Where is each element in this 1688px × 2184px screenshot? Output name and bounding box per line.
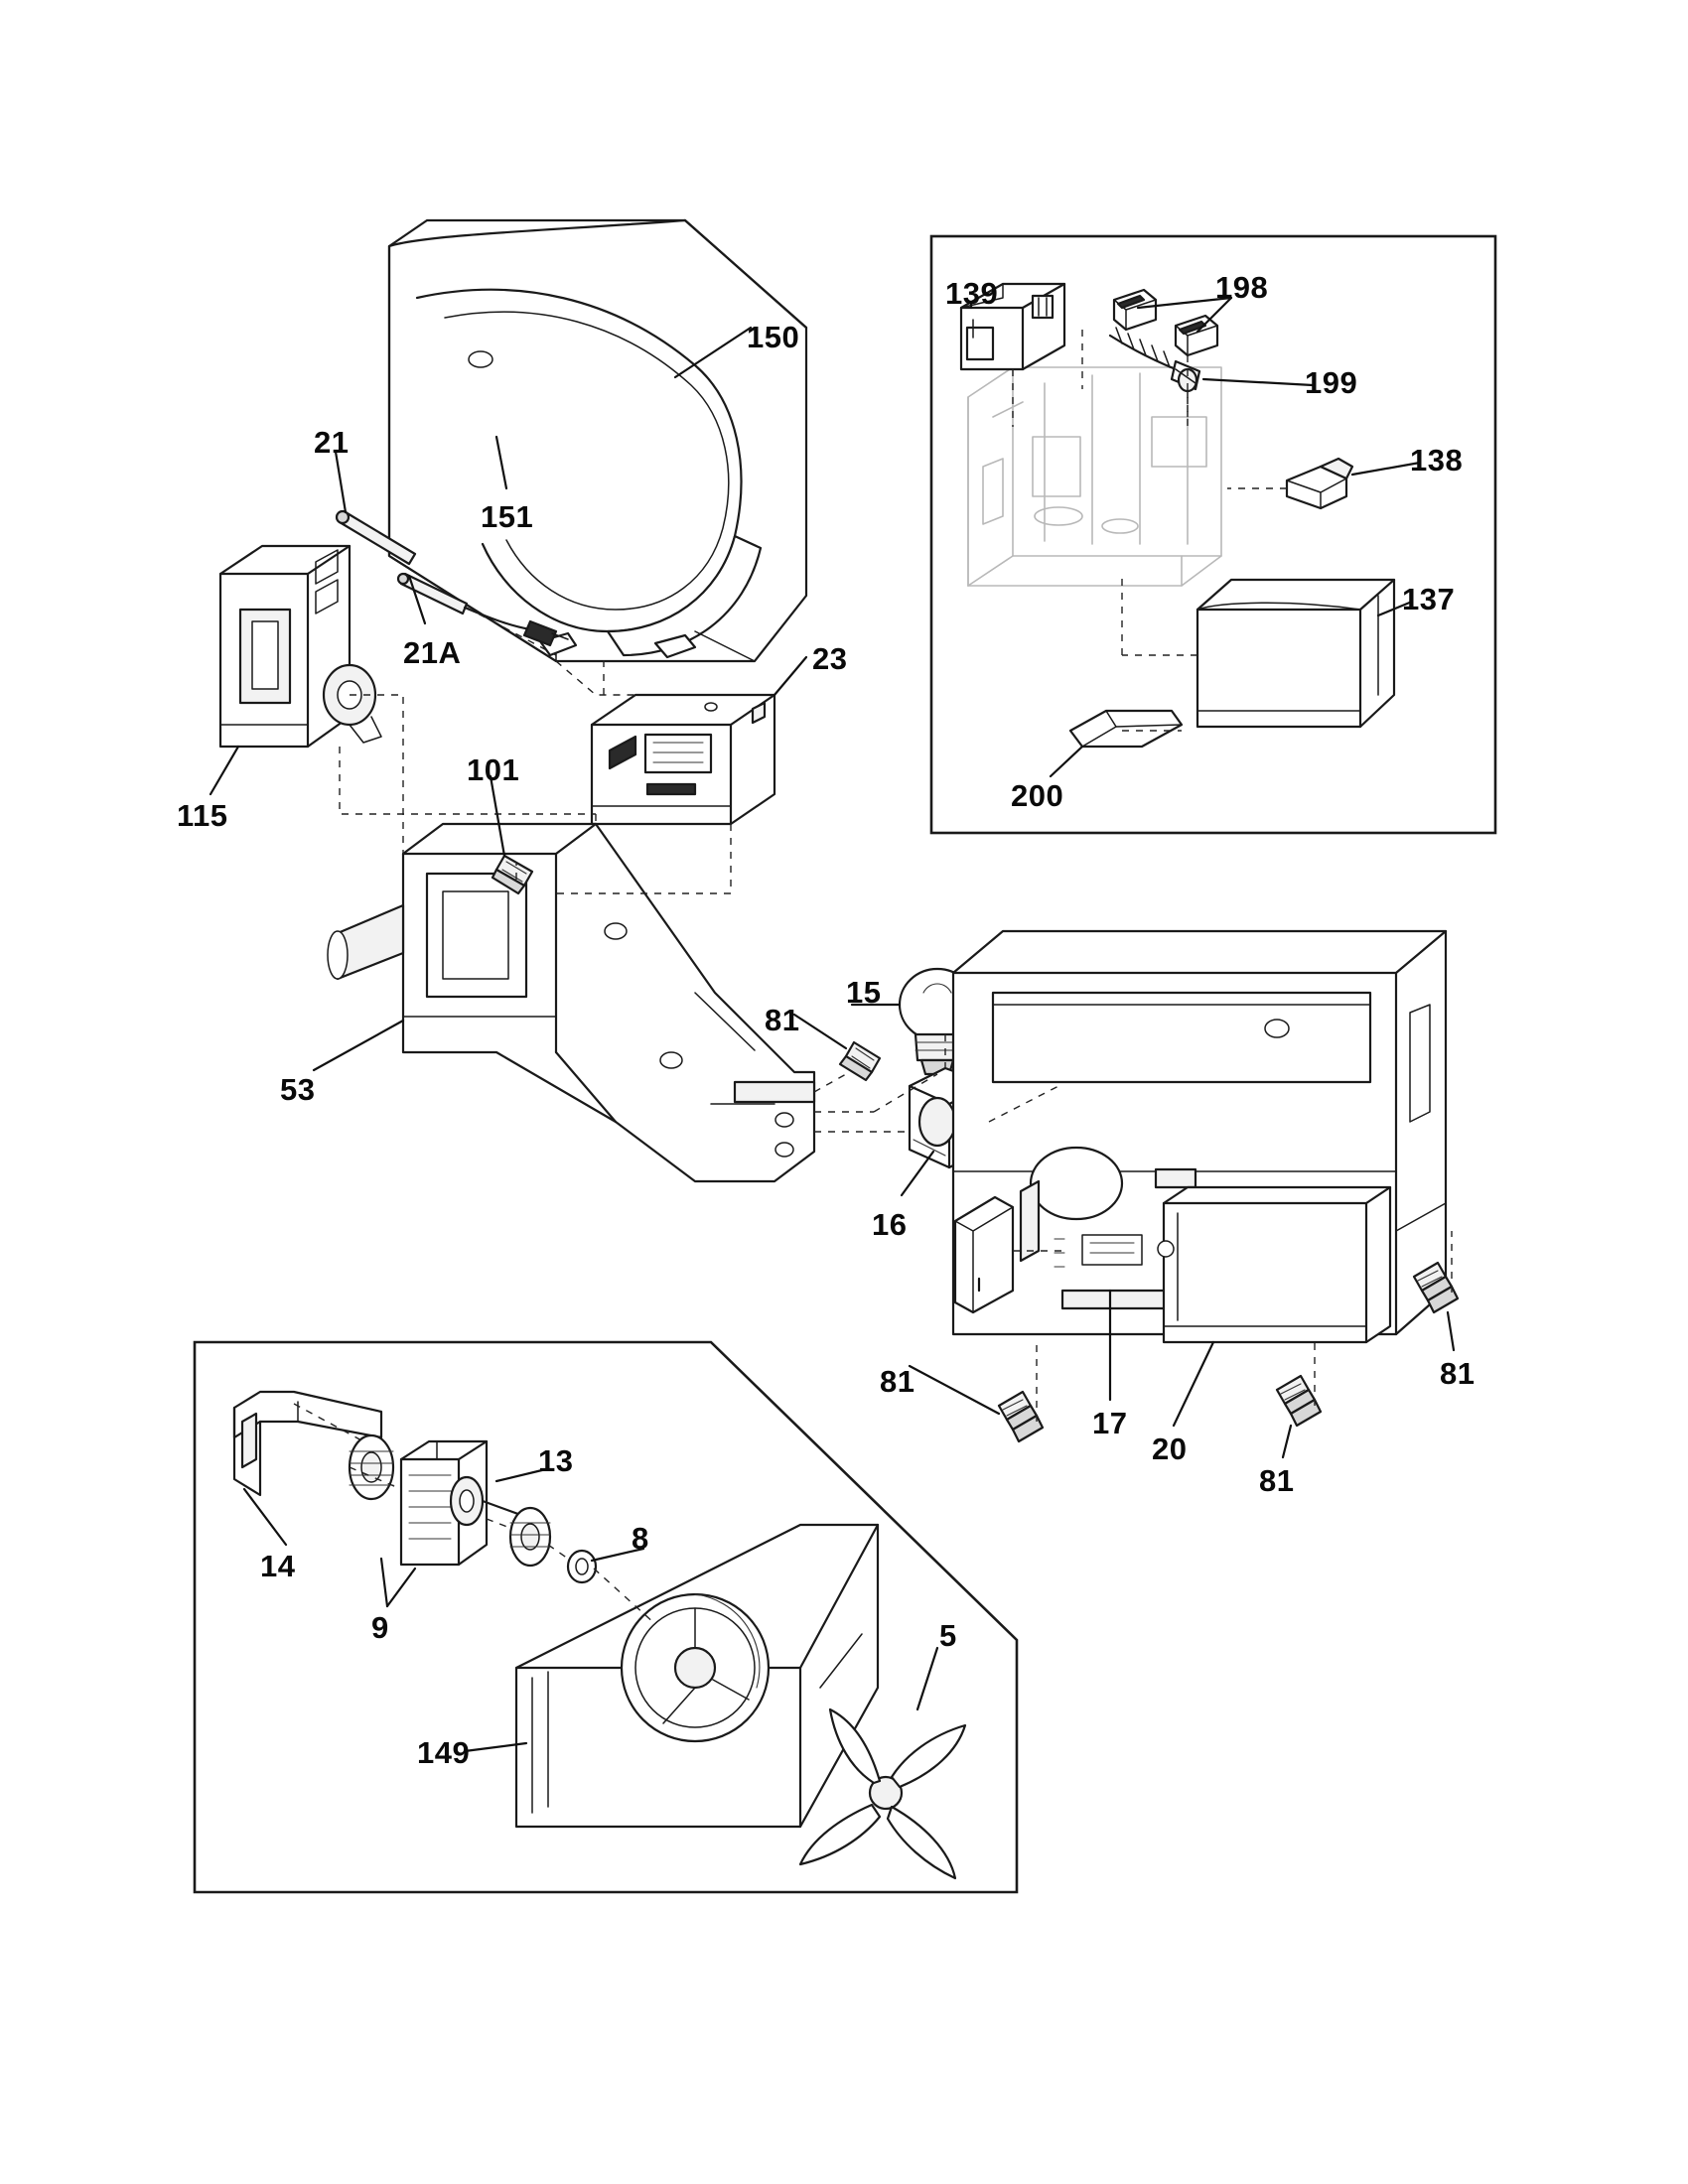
part-137-bin-cover: [1197, 580, 1394, 727]
callout-81-right: 81: [1440, 1356, 1476, 1391]
callout-81-bottom-mid: 81: [1259, 1463, 1295, 1498]
callout-137: 137: [1402, 582, 1456, 616]
callout-151: 151: [481, 499, 534, 534]
callout-81-left-lower: 81: [880, 1364, 915, 1399]
callout-198: 198: [1215, 270, 1269, 305]
callout-199: 199: [1305, 365, 1358, 400]
callout-8: 8: [632, 1521, 649, 1556]
callout-23: 23: [812, 641, 848, 676]
part-198-wire-clips: [1114, 290, 1217, 355]
callout-21: 21: [314, 425, 350, 460]
callout-5: 5: [939, 1618, 957, 1653]
part-13-auger-motor: [401, 1441, 526, 1565]
part-9-gear-right: [510, 1508, 550, 1566]
callout-9: 9: [371, 1610, 389, 1645]
callout-101: 101: [467, 752, 520, 787]
part-150-151-air-duct: [389, 220, 806, 661]
callout-81-mid: 81: [765, 1003, 800, 1037]
callout-21A: 21A: [403, 635, 462, 670]
part-20-display-cover: [1164, 1187, 1390, 1342]
callout-138: 138: [1410, 443, 1464, 478]
callout-15: 15: [846, 975, 882, 1010]
callout-20: 20: [1152, 1432, 1188, 1466]
callout-139: 139: [945, 276, 999, 311]
callout-150: 150: [747, 320, 800, 354]
part-9-gear-left: [350, 1435, 393, 1499]
callout-53: 53: [280, 1072, 316, 1107]
callout-115: 115: [177, 798, 228, 833]
ghost-chassis: [968, 367, 1221, 586]
callout-200: 200: [1011, 778, 1064, 813]
callout-149: 149: [417, 1735, 471, 1770]
callout-17: 17: [1092, 1406, 1128, 1440]
part-8-washer: [568, 1551, 596, 1582]
callout-16: 16: [872, 1207, 908, 1242]
part-138-bracket: [1287, 459, 1352, 508]
part-200-deflector: [1070, 711, 1182, 747]
upper-right-inset-panel: [931, 236, 1495, 833]
part-115-damper-control: [220, 546, 381, 747]
callout-13: 13: [538, 1443, 574, 1478]
lower-left-inset-panel: [195, 1342, 1017, 1892]
callout-14: 14: [260, 1549, 296, 1583]
part-23-control-board: [592, 695, 774, 824]
part-53-chute-housing: [328, 824, 814, 1181]
